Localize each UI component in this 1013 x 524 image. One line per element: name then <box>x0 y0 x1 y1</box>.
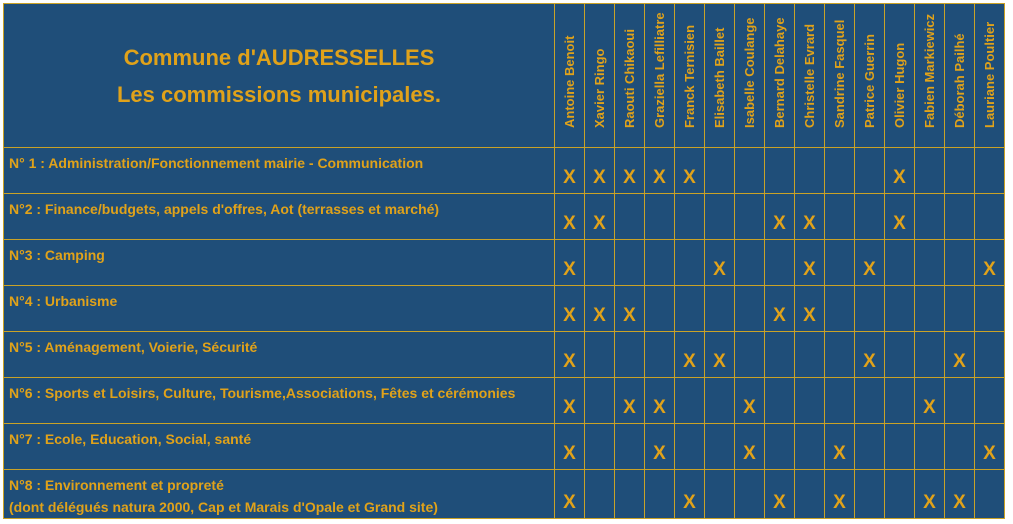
empty-cell <box>975 148 1005 194</box>
membership-mark: X <box>645 378 675 424</box>
member-header <box>615 4 645 148</box>
member-header <box>645 4 675 148</box>
commission-label <box>4 424 555 470</box>
member-name: Christelle Evrard <box>801 23 817 128</box>
empty-cell <box>645 470 675 519</box>
membership-mark: X <box>585 148 615 194</box>
empty-cell <box>825 194 855 240</box>
member-name: Franck Ternisien <box>681 24 697 128</box>
commission-label-line: N°8 : Environnement et propreté <box>9 477 224 493</box>
commission-label <box>4 148 555 194</box>
empty-cell <box>915 240 945 286</box>
empty-cell <box>975 332 1005 378</box>
commission-label <box>4 194 555 240</box>
member-header <box>585 4 615 148</box>
empty-cell <box>705 378 735 424</box>
empty-cell <box>975 286 1005 332</box>
empty-cell <box>765 424 795 470</box>
commission-row <box>4 378 1005 424</box>
member-header <box>795 4 825 148</box>
membership-mark: X <box>615 378 645 424</box>
empty-cell <box>705 148 735 194</box>
empty-cell <box>885 378 915 424</box>
commissions-table <box>3 3 1005 519</box>
member-header <box>885 4 915 148</box>
membership-mark: X <box>975 424 1005 470</box>
commission-row <box>4 424 1005 470</box>
empty-cell <box>885 424 915 470</box>
membership-mark: X <box>945 470 975 519</box>
membership-mark: X <box>825 424 855 470</box>
empty-cell <box>735 148 765 194</box>
membership-mark: X <box>705 332 735 378</box>
membership-mark: X <box>555 286 585 332</box>
empty-cell <box>675 240 705 286</box>
commissions-subtitle: Les commissions municipales. <box>116 81 441 107</box>
commission-label-line: (dont délégués natura 2000, Cap et Marais d'Opale et Grand site) <box>9 499 438 515</box>
empty-cell <box>945 194 975 240</box>
empty-cell <box>795 378 825 424</box>
member-name: Bernard Delahaye <box>771 17 787 128</box>
empty-cell <box>915 194 945 240</box>
commissions-body <box>4 148 1005 519</box>
membership-mark: X <box>555 240 585 286</box>
empty-cell <box>585 424 615 470</box>
membership-mark: X <box>915 378 945 424</box>
member-name: Olivier Hugon <box>891 42 907 128</box>
member-header <box>945 4 975 148</box>
membership-mark: X <box>615 148 645 194</box>
membership-mark: X <box>855 332 885 378</box>
commune-title: Commune d'AUDRESSELLES <box>123 44 435 70</box>
member-header <box>705 4 735 148</box>
member-header <box>915 4 945 148</box>
member-header <box>765 4 795 148</box>
member-name: Antoine Benoit <box>561 35 577 128</box>
member-name: Patrice Guerrin <box>861 34 877 128</box>
membership-mark: X <box>675 148 705 194</box>
empty-cell <box>825 286 855 332</box>
member-name: Raouti Chikaoui <box>621 29 637 128</box>
empty-cell <box>855 148 885 194</box>
empty-cell <box>915 332 945 378</box>
empty-cell <box>675 378 705 424</box>
commission-label-line: N°5 : Aménagement, Voierie, Sécurité <box>9 339 258 355</box>
membership-mark: X <box>555 148 585 194</box>
membership-mark: X <box>735 378 765 424</box>
commission-row <box>4 470 1005 519</box>
empty-cell <box>855 470 885 519</box>
commission-label-line: N°3 : Camping <box>9 247 105 263</box>
empty-cell <box>765 240 795 286</box>
empty-cell <box>795 148 825 194</box>
empty-cell <box>945 240 975 286</box>
membership-mark: X <box>795 194 825 240</box>
empty-cell <box>885 286 915 332</box>
membership-mark: X <box>555 424 585 470</box>
title-cell <box>4 4 555 148</box>
membership-mark: X <box>885 194 915 240</box>
empty-cell <box>705 286 735 332</box>
empty-cell <box>915 286 945 332</box>
member-name: Xavier Ringo <box>591 48 607 128</box>
empty-cell <box>675 194 705 240</box>
member-header <box>855 4 885 148</box>
empty-cell <box>915 424 945 470</box>
member-name: Lauriane Poultier <box>981 21 997 128</box>
membership-mark: X <box>705 240 735 286</box>
commission-label-line: N°7 : Ecole, Education, Social, santé <box>9 431 252 447</box>
membership-mark: X <box>735 424 765 470</box>
empty-cell <box>795 470 825 519</box>
membership-mark: X <box>645 148 675 194</box>
empty-cell <box>615 332 645 378</box>
empty-cell <box>825 240 855 286</box>
commission-label <box>4 378 555 424</box>
membership-mark: X <box>945 332 975 378</box>
membership-mark: X <box>795 240 825 286</box>
commission-label <box>4 332 555 378</box>
member-name: Déborah Pailhé <box>951 33 967 128</box>
member-name: Fabien Markiewicz <box>921 13 937 128</box>
empty-cell <box>735 470 765 519</box>
empty-cell <box>585 378 615 424</box>
empty-cell <box>795 424 825 470</box>
member-header <box>555 4 585 148</box>
commission-row <box>4 194 1005 240</box>
empty-cell <box>615 470 645 519</box>
commission-label-line: N° 1 : Administration/Fonctionnement mairie - Communication <box>9 155 424 171</box>
commission-row <box>4 286 1005 332</box>
membership-mark: X <box>585 194 615 240</box>
empty-cell <box>885 470 915 519</box>
membership-mark: X <box>765 470 795 519</box>
empty-cell <box>795 332 825 378</box>
empty-cell <box>615 240 645 286</box>
membership-mark: X <box>645 424 675 470</box>
empty-cell <box>915 148 945 194</box>
empty-cell <box>975 378 1005 424</box>
membership-mark: X <box>855 240 885 286</box>
membership-mark: X <box>615 286 645 332</box>
membership-mark: X <box>555 332 585 378</box>
empty-cell <box>645 240 675 286</box>
empty-cell <box>735 332 765 378</box>
empty-cell <box>885 240 915 286</box>
commission-label <box>4 240 555 286</box>
empty-cell <box>645 332 675 378</box>
empty-cell <box>765 148 795 194</box>
commission-label <box>4 470 555 519</box>
member-header <box>735 4 765 148</box>
membership-mark: X <box>825 470 855 519</box>
empty-cell <box>945 378 975 424</box>
empty-cell <box>825 332 855 378</box>
membership-mark: X <box>765 194 795 240</box>
empty-cell <box>705 194 735 240</box>
membership-mark: X <box>765 286 795 332</box>
empty-cell <box>675 286 705 332</box>
empty-cell <box>735 194 765 240</box>
commission-row <box>4 332 1005 378</box>
empty-cell <box>585 470 615 519</box>
empty-cell <box>945 148 975 194</box>
empty-cell <box>645 194 675 240</box>
membership-mark: X <box>795 286 825 332</box>
empty-cell <box>585 240 615 286</box>
empty-cell <box>945 424 975 470</box>
empty-cell <box>855 194 885 240</box>
header-row <box>4 4 1005 148</box>
member-name: Isabelle Coulange <box>741 17 757 128</box>
empty-cell <box>705 470 735 519</box>
commission-label-line: N°4 : Urbanisme <box>9 293 118 309</box>
empty-cell <box>735 240 765 286</box>
member-name: Graziella Lefilliatre <box>651 12 667 128</box>
empty-cell <box>825 148 855 194</box>
empty-cell <box>645 286 675 332</box>
membership-mark: X <box>675 332 705 378</box>
commission-label <box>4 286 555 332</box>
membership-mark: X <box>885 148 915 194</box>
empty-cell <box>765 332 795 378</box>
empty-cell <box>615 424 645 470</box>
empty-cell <box>855 424 885 470</box>
empty-cell <box>675 424 705 470</box>
commission-label-line: N°2 : Finance/budgets, appels d'offres, Aot (terrasses et marché) <box>9 201 440 217</box>
empty-cell <box>855 378 885 424</box>
membership-mark: X <box>555 378 585 424</box>
empty-cell <box>885 332 915 378</box>
empty-cell <box>765 378 795 424</box>
empty-cell <box>855 286 885 332</box>
membership-mark: X <box>555 470 585 519</box>
empty-cell <box>735 286 765 332</box>
membership-mark: X <box>585 286 615 332</box>
commission-row <box>4 148 1005 194</box>
member-name: Sandrine Fasquel <box>831 19 847 128</box>
empty-cell <box>615 194 645 240</box>
membership-mark: X <box>915 470 945 519</box>
membership-mark: X <box>975 240 1005 286</box>
membership-mark: X <box>555 194 585 240</box>
empty-cell <box>975 194 1005 240</box>
empty-cell <box>585 332 615 378</box>
member-header <box>825 4 855 148</box>
membership-mark: X <box>675 470 705 519</box>
member-header <box>975 4 1005 148</box>
member-name: Elisabeth Baillet <box>711 27 727 128</box>
empty-cell <box>825 378 855 424</box>
empty-cell <box>945 286 975 332</box>
empty-cell <box>975 470 1005 519</box>
commission-row <box>4 240 1005 286</box>
commission-label-line: N°6 : Sports et Loisirs, Culture, Tourisme,Associations, Fêtes et cérémonies <box>9 385 516 401</box>
member-header <box>675 4 705 148</box>
empty-cell <box>705 424 735 470</box>
